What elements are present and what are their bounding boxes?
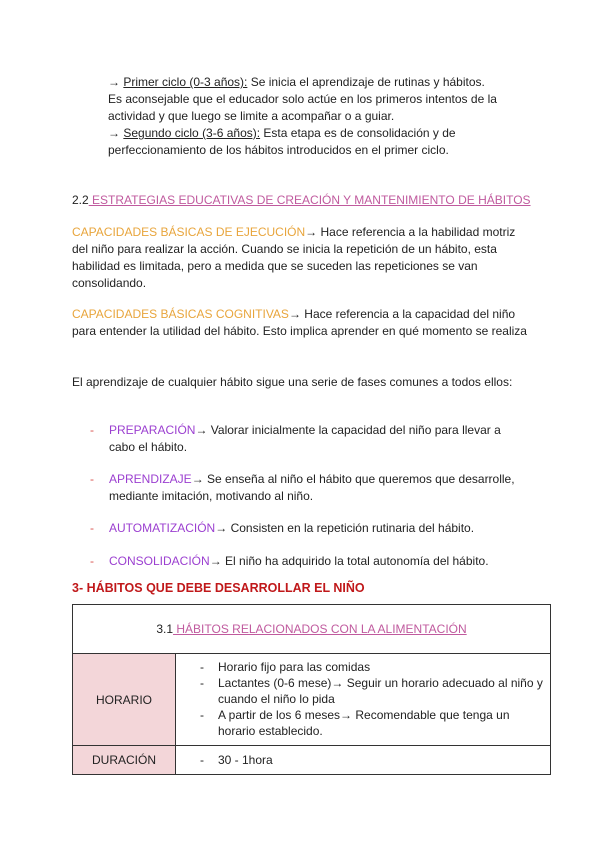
- phase-text: → El niño ha adquirido la total autonomía del hábito.: [209, 554, 489, 568]
- phase-term: AUTOMATIZACIÓN: [109, 521, 216, 535]
- list-item: - Horario fijo para las comidas: [200, 659, 544, 675]
- table-row: [73, 654, 551, 746]
- cycles-block: [108, 74, 533, 159]
- execution-text: → Hace referencia a la habilidad motriz del niño para realizar la acción. Cuando se inicia la repetición de un hábito, esta habilidad es limitada, pero a medida que se suceden las repeticiones se van consolidando.: [72, 225, 516, 290]
- row-label-duracion: DURACIÓN: [73, 746, 176, 775]
- second-cycle-text: Esta etapa es de consolidación y de perfeccionamiento de los hábitos introducidos en el primer ciclo.: [108, 126, 456, 157]
- phase-text: → Valorar inicialmente la capacidad del niño para llevar a cabo el hábito.: [109, 423, 501, 454]
- second-cycle-line: [108, 125, 533, 159]
- section-2-2-number: 2.2: [72, 193, 89, 207]
- first-cycle-title: Primer ciclo (0-3 años):: [123, 75, 248, 89]
- cognitive-text: → Hace referencia a la capacidad del niño para entender la utilidad del hábito. Esto implica aprender en qué momento se realiza: [72, 307, 527, 338]
- list-item: - A partir de los 6 meses→ Recomendable que tenga un horario establecido.: [200, 707, 544, 739]
- cognitive-paragraph: [72, 306, 532, 340]
- section-2-2-title: ESTRATEGIAS EDUCATIVAS DE CREACIÓN Y MANTENIMIENTO DE HÁBITOS: [88, 193, 531, 207]
- phase-term: APRENDIZAJE: [109, 472, 192, 486]
- row-label-horario: HORARIO: [73, 654, 176, 746]
- arrow-icon: →: [108, 75, 124, 89]
- first-cycle-continued: Es aconsejable que el educador solo actúe en los primeros intentos de la actividad y que luego se limite a acompañar o a guiar.: [108, 92, 497, 123]
- habits-table: [72, 604, 551, 775]
- list-item: - Lactantes (0-6 mese)→ Seguir un horario adecuado al niño y cuando el niño lo pida: [200, 675, 544, 707]
- duracion-list: [176, 748, 550, 773]
- bullet-dash: -: [90, 554, 94, 568]
- first-cycle-line: [108, 74, 533, 91]
- table-title-cell: [73, 605, 551, 654]
- cognitive-term: CAPACIDADES BÁSICAS COGNITIVAS: [72, 307, 289, 321]
- phase-text: → Consisten en la repetición rutinaria del hábito.: [215, 521, 475, 535]
- phases-intro: El aprendizaje de cualquier hábito sigue una serie de fases comunes a todos ellos:: [72, 375, 513, 389]
- phase-term: CONSOLIDACIÓN: [109, 554, 210, 568]
- section-3-heading: 3- HÁBITOS QUE DEBE DESARROLLAR EL NIÑO: [72, 581, 365, 595]
- row-content-horario: [176, 654, 551, 746]
- table-number: 3.1: [156, 622, 174, 636]
- horario-list: [176, 655, 550, 744]
- arrow-icon: →: [108, 126, 124, 140]
- list-item: - 30 - 1hora: [200, 752, 544, 768]
- bullet-dash: -: [90, 472, 94, 486]
- table-title-row: [73, 605, 551, 654]
- table-title: HÁBITOS RELACIONADOS CON LA ALIMENTACIÓN: [173, 622, 467, 636]
- row-content-duracion: [176, 746, 551, 775]
- bullet-dash: -: [90, 521, 94, 535]
- execution-term: CAPACIDADES BÁSICAS DE EJECUCIÓN: [72, 225, 306, 239]
- second-cycle-title: Segundo ciclo (3-6 años):: [123, 126, 261, 140]
- bullet-dash: -: [90, 423, 94, 437]
- phase-text: → Se enseña al niño el hábito que queremos que desarrolle, mediante imitación, motivando al niño.: [109, 472, 515, 503]
- table-row: [73, 746, 551, 775]
- first-cycle-text: Se inicia el aprendizaje de rutinas y hábitos.: [247, 75, 485, 89]
- execution-paragraph: [72, 224, 532, 292]
- phase-term: PREPARACIÓN: [109, 423, 196, 437]
- section-2-2-heading: [72, 192, 532, 209]
